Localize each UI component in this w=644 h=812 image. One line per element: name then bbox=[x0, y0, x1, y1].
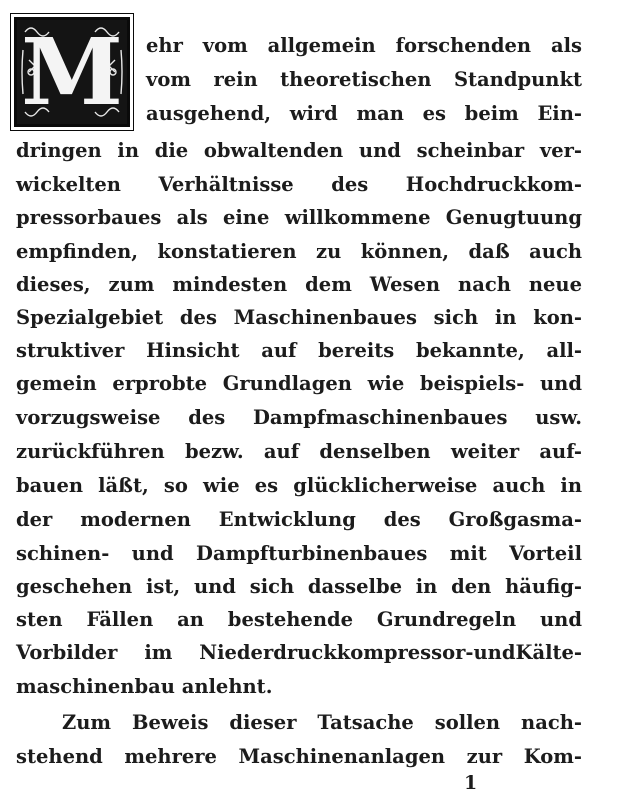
text-line: Spezialgebiet des Maschinenbaues sich in kon- bbox=[16, 306, 582, 329]
text-line: ausgehend, wird man es beim Ein- bbox=[146, 102, 582, 125]
text-line: vom rein theoretischen Standpunkt bbox=[146, 68, 582, 91]
text-line: maschinenbau anlehnt. bbox=[16, 675, 273, 698]
text-line: dringen in die obwaltenden und scheinbar ver- bbox=[16, 139, 582, 162]
text-line: bauen läßt, so wie es glücklicherweise auch in bbox=[16, 474, 582, 497]
text-line: schinen- und Dampfturbinenbaues mit Vorteil bbox=[16, 542, 582, 565]
text-line: ehr vom allgemein forschenden als bbox=[146, 34, 582, 57]
text-line: vorzugsweise des Dampfmaschinenbaues usw. bbox=[16, 406, 582, 429]
decorated-initial bbox=[14, 17, 130, 127]
text-line: gemein erprobte Grundlagen wie beispiels- und bbox=[16, 372, 582, 395]
text-line: empfinden, konstatieren zu können, daß auch bbox=[16, 240, 582, 263]
text-line: pressorbaues als eine willkommene Genugtuung bbox=[16, 206, 582, 229]
page-number: 1 bbox=[464, 772, 478, 794]
text-line: wickelten Verhältnisse des Hochdruckkom- bbox=[16, 173, 582, 196]
text-line: sten Fällen an bestehende Grundregeln und bbox=[16, 608, 582, 631]
text-line: zurückführen bezw. auf denselben weiter auf- bbox=[16, 440, 582, 463]
text-line: struktiver Hinsicht auf bereits bekannte, all- bbox=[16, 339, 582, 362]
text-line: dieses, zum mindesten dem Wesen nach neue bbox=[16, 273, 582, 296]
initial-letter: M bbox=[21, 18, 123, 126]
text-line: der modernen Entwicklung des Großgasma- bbox=[16, 508, 582, 531]
text-line: Zum Beweis dieser Tatsache sollen nach- bbox=[62, 711, 582, 734]
text-line: stehend mehrere Maschinenanlagen zur Kom- bbox=[16, 745, 582, 768]
text-line: Vorbilder im Niederdruckkompressor-undKälte- bbox=[16, 641, 582, 664]
text-line: geschehen ist, und sich dasselbe in den häufig- bbox=[16, 575, 582, 598]
